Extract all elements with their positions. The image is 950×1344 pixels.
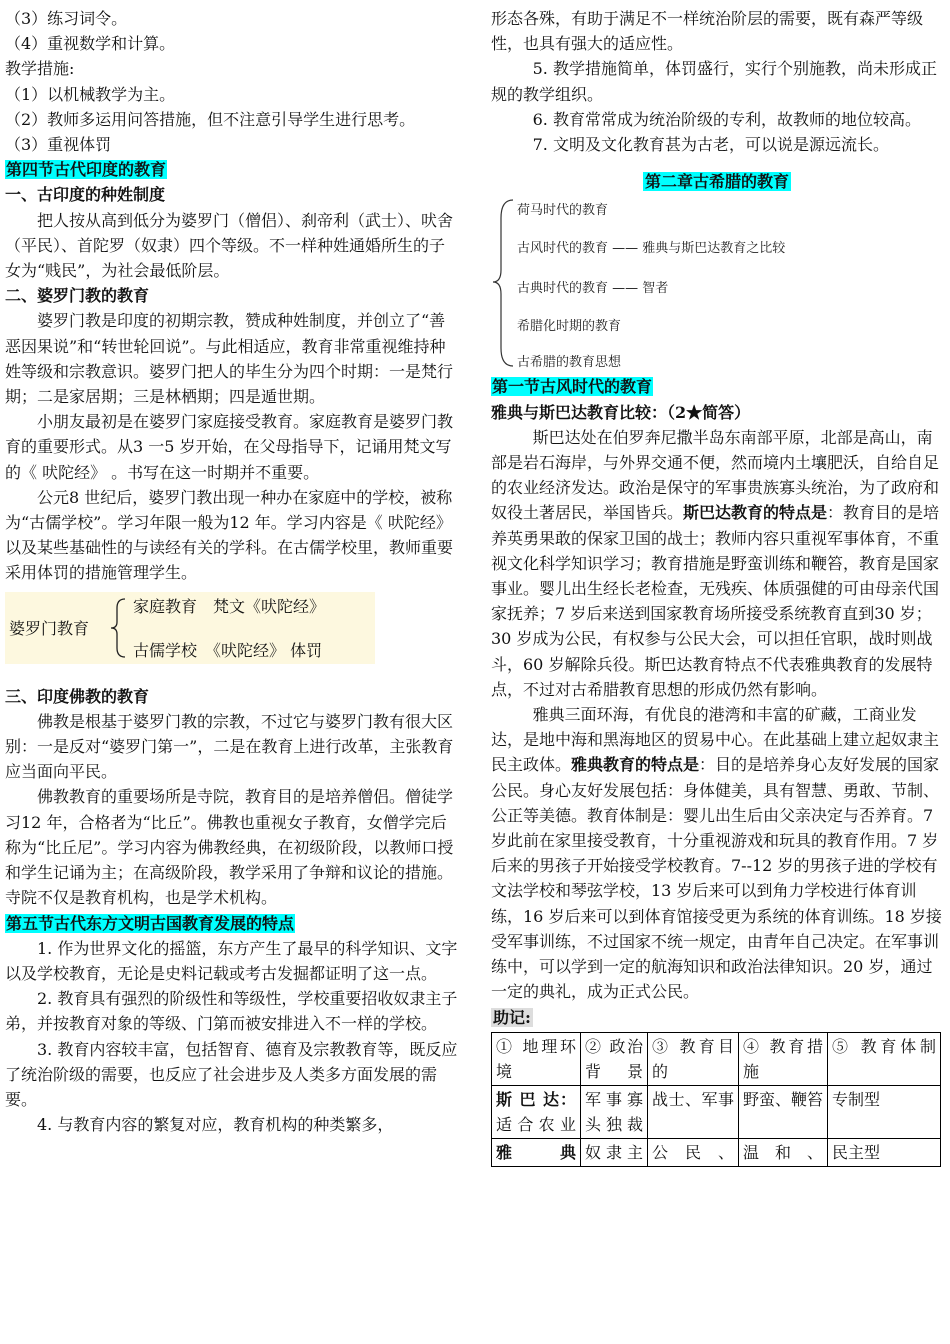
paragraph: 3. 教育内容较丰富，包括智育、德育及宗教教育等，既反应了统治阶级的需要，也反应了社会进步及人类多方面发展的需要。 bbox=[5, 1039, 458, 1109]
table-cell bbox=[492, 1085, 581, 1138]
outline-item: 古典时代的教育 —— 智者 bbox=[517, 281, 669, 297]
right-column bbox=[491, 6, 943, 1167]
paragraph: 4. 与教育内容的繁复对应，教育机构的种类繁多， bbox=[37, 1115, 394, 1135]
text-line: （4）重视数学和计算。 bbox=[5, 34, 176, 54]
diagram-root: 婆罗门教育 bbox=[9, 618, 90, 638]
paragraph: 形态各殊，有助于满足不一样统治阶层的需要，既有森严等级性，也具有强大的适应性。 bbox=[491, 9, 924, 54]
heading: 雅典与斯巴达教育比较：（2★简答） bbox=[491, 402, 751, 422]
paragraph: 把人按从高到低分为婆罗门（僧侣）、刹帝利（武士）、吠舍（平民）、首陀罗（奴隶）四个等级。不一样种姓通婚所生的子女为“贱民”，为社会最低阶层。 bbox=[5, 210, 454, 281]
table-cell: 专制型 bbox=[828, 1085, 941, 1138]
table-cell: 温和、 bbox=[739, 1138, 828, 1166]
outline-item: 希腊化时期的教育 bbox=[517, 319, 622, 335]
outline-item: 古希腊的教育思想 bbox=[517, 355, 622, 371]
paragraph: 婆罗门教是印度的初期宗教，赞成种姓制度，并创立了“善恶因果说”和“转世轮回说”。与此相适应，教育非常重视维持种姓等级和宗教意识。婆罗门把人的毕生分为四个时期：一是梵行期；二是家居期；三是林栖期；四是遁世期。 bbox=[5, 311, 454, 407]
table-cell: ③ 教育目的 bbox=[648, 1032, 739, 1085]
bold-label: 斯巴达教育的特点是 bbox=[683, 503, 828, 523]
diagram-branch: 古儒学校 《吠陀经》 体罚 bbox=[133, 640, 323, 660]
text-span: ：目的是培养身心友好发展的国家公民。身心友好发展包括：身体健美，具有智慧、勇敢、节制、公正等美德。教育体制是：婴儿出生后由父亲决定与否养育。7 岁此前在家里接受教育，十分重视游戏和玩具的教育作用。7 岁后来的男孩子开始接受学校教育。7--12 岁的男孩子进的学校有文法学校和琴弦学校，13 岁后来可以到角力学校进行体育训练，16 岁后来可以到体育馆接受更为系统的体育训练。18 岁接受军事训练，不过国家不统一规定，由青年自己决定。在军事训练中，可以学到一定的航海知识和政治法律知识。20 岁，通过一定的典礼，成为正式公民。 bbox=[491, 755, 942, 1002]
table-cell: 民主型 bbox=[828, 1138, 941, 1166]
text-line: （1）以机械教学为主。 bbox=[5, 84, 176, 104]
paragraph: 公元8 世纪后，婆罗门教出现一种办在家庭中的学校，被称为“古儒学校”。学习年限一般为12 年。学习内容是《 吠陀经》 以及某些基础性的与读经有关的学科。在古儒学校里，教师重要采用体罚的措施管理学生。 bbox=[5, 487, 454, 583]
memo-title: 助记: bbox=[493, 1007, 531, 1027]
table-cell: ② 政治背景 bbox=[581, 1032, 648, 1085]
left-column bbox=[5, 6, 460, 1137]
brahman-education-diagram bbox=[5, 592, 375, 664]
paragraph bbox=[491, 425, 943, 702]
table-cell: ④ 教育措施 bbox=[739, 1032, 828, 1085]
paragraph: 6. 教育常常成为统治阶级的专利，故教师的地位较高。 bbox=[532, 109, 921, 129]
paragraph: 2. 教育具有强烈的阶级性和等级性，学校重要招收奴隶主子弟，并按教育对象的等级、门第而被安排进入不一样的学校。 bbox=[5, 989, 458, 1034]
paragraph: 小朋友最初是在婆罗门家庭接受教育。家庭教育是婆罗门教育的重要形式。从3 一5 岁开始，在父母指导下，记诵用梵文写的《 吠陀经》 。书写在这一时期并不重要。 bbox=[5, 412, 454, 482]
paragraph: 1. 作为世界文化的摇篮，东方产生了最早的科学知识、文字以及学校教育，无论是史料记载或考古发掘都证明了这一点。 bbox=[5, 938, 458, 983]
comparison-table bbox=[491, 1032, 941, 1167]
text-line: （2）教师多运用问答措施，但不注意引导学生进行思考。 bbox=[5, 109, 416, 129]
table-cell: 公民、 bbox=[648, 1138, 739, 1166]
paragraph: 佛教教育的重要场所是寺院，教育目的是培养僧侣。僧徒学习12 年，合格者为“比丘”。佛教也重视女子教育，女僧学完后称为“比丘尼”。学习内容为佛教经典，在初级阶段，以教师口授和学生记诵为主；在高级阶段，教学采用了争辩和议论的措施。寺院不仅是教育机构，也是学术机构。 bbox=[5, 787, 454, 908]
table-cell: 军事寡头独裁 bbox=[581, 1085, 648, 1138]
heading: 一、古印度的种姓制度 bbox=[5, 185, 166, 205]
section-title: 第四节古代印度的教育 bbox=[6, 160, 167, 180]
table-cell: ① 地理环境 bbox=[492, 1032, 581, 1085]
row-label: 斯 巴 达： bbox=[496, 1089, 576, 1109]
table-cell: 野蛮、鞭笞 bbox=[739, 1085, 828, 1138]
section-title: 第一节古风时代的教育 bbox=[492, 377, 653, 397]
table-cell: 战士、军事 bbox=[648, 1085, 739, 1138]
text-line: （3）练习词令。 bbox=[5, 9, 128, 28]
table-cell: ⑤ 教育体制 bbox=[828, 1032, 941, 1085]
outline-item: 古风时代的教育 —— 雅典与斯巴达教育之比较 bbox=[517, 241, 786, 257]
section-title: 第五节古代东方文明古国教育发展的特点 bbox=[6, 913, 295, 933]
paragraph: 佛教是根基于婆罗门教的宗教，不过它与婆罗门教有很大区别：一是反对“婆罗门第一”，二是在教育上进行改革，主张教育应当面向平民。 bbox=[5, 711, 454, 782]
table-row bbox=[492, 1138, 941, 1166]
paragraph bbox=[491, 702, 943, 1004]
outline-item: 荷马时代的教育 bbox=[517, 203, 609, 219]
table-cell: 雅 典 bbox=[492, 1138, 581, 1166]
heading: 三、印度佛教的教育 bbox=[5, 686, 150, 706]
text-line: 教学措施: bbox=[5, 59, 75, 79]
greek-education-outline bbox=[491, 198, 943, 370]
bold-label: 雅典教育的特点是 bbox=[571, 755, 700, 775]
cell-text: 适合农业 bbox=[496, 1114, 576, 1134]
diagram-branch: 家庭教育 梵文《吠陀经》 bbox=[133, 596, 326, 616]
text-span: ：教育目的是培养英勇果敢的保家卫国的战士；教师内容只重视军事体育，不重视文化科学知识学习；教育措施是野蛮训练和鞭笞，教育是国家事业。婴儿出生经长老检查，无残疾、体质强健的可由母亲代国家抚养；7 岁后来送到国家教育场所接受系统教育直到30 岁；30 岁成为公民，有权参与公民大会，可以担任官职，战时则战斗，60 岁解除兵役。斯巴达教育特点不代表雅典教育的发展特点，不过对古希腊教育思想的形成仍然有影响。 bbox=[491, 503, 940, 699]
paragraph: 7. 文明及文化教育甚为古老，可以说是源远流长。 bbox=[532, 135, 889, 155]
table-row bbox=[492, 1032, 941, 1085]
table-row bbox=[492, 1085, 941, 1138]
heading: 二、婆罗门教的教育 bbox=[5, 286, 150, 306]
paragraph: 5. 教学措施简单，体罚盛行，实行个别施教，尚未形成正规的教学组织。 bbox=[491, 59, 937, 104]
brace-icon bbox=[109, 598, 127, 658]
table-cell: 奴隶主 bbox=[581, 1138, 648, 1166]
text-span: 雅典三面环海，有优良的港湾和丰富的矿藏，工商业发达，是地中海和黑海地区的贸易中心。在此基础上建立起奴隶主民主政体。 bbox=[491, 705, 940, 775]
text-line: （3）重视体罚 bbox=[5, 135, 112, 155]
text-span: 斯巴达处在伯罗奔尼撒半岛东南部平原，北部是高山，南部是岩石海岸，与外界交通不便，然而境内土壤肥沃，自给自足的农业经济发达。政治是保守的军事贵族寡头统治，为了政府和奴役土著居民，举国皆兵。 bbox=[491, 427, 940, 523]
chapter-title: 第二章古希腊的教育 bbox=[644, 172, 789, 192]
